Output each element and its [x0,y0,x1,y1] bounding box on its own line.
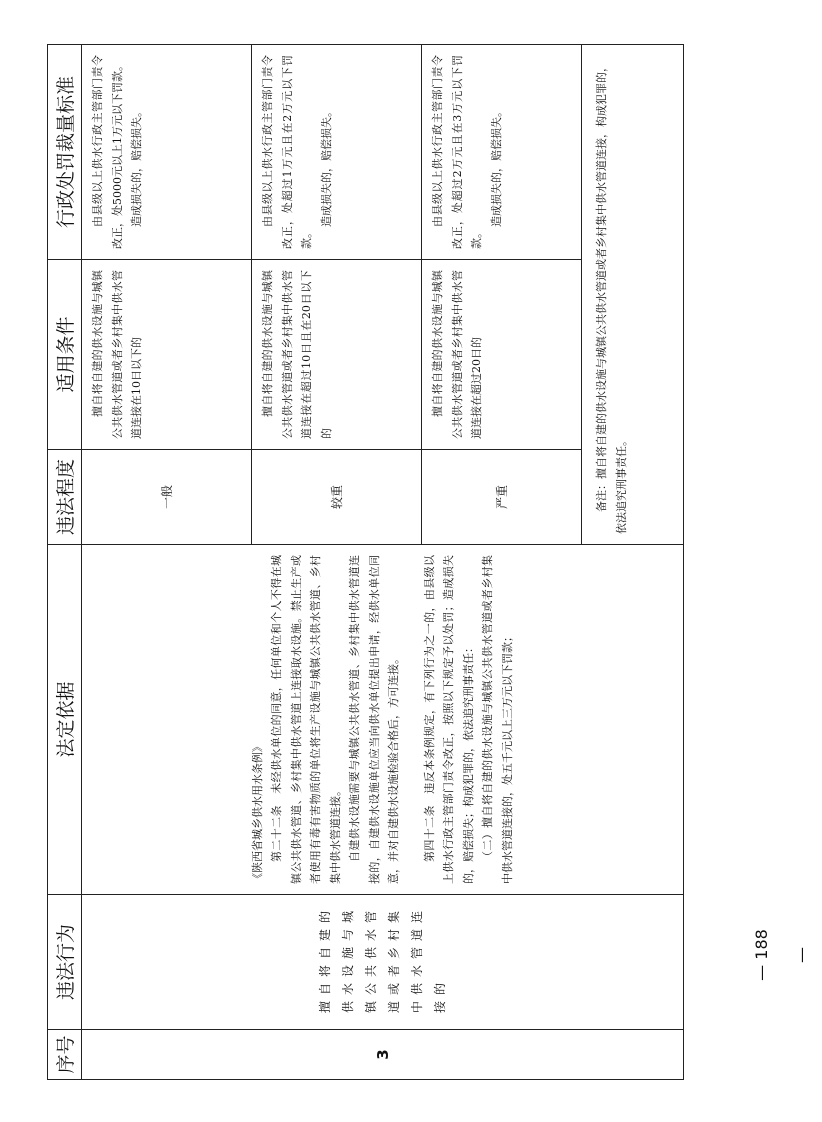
basis-title: 《陕西省城乡供水用水条例》 [250,741,264,884]
standard-text: 由县级以上供水行政主管部门责令改正，处超过2万元且在3万元以下罚款。 [431,55,483,249]
degree-serious: 较重 [252,450,422,545]
row-seq: 3 [82,1030,684,1080]
note-cell [582,45,684,545]
note-text: 备注：擅自将自建的供水设施与城镇公共供水管道或者乡村集中供水管道连接，构成犯罪的，依法追究刑事责任。 [595,61,628,534]
condition-severe [422,260,582,450]
header-act: 违法行为 [48,895,82,1030]
standard-serious [252,45,422,260]
standard-text: 由县级以上供水行政主管部门责令改正，处5000元以上1万元以下罚款。 [91,55,124,249]
condition-text: 擅自将自建的供水设施与城镇公共供水管道或者乡村集中供水管道连接在超过10日且在20日以下的 [261,270,333,439]
standard-text: 由县级以上供水行政主管部门责令改正，处超过1万元且在2万元以下罚款。 [261,55,313,249]
degree-severe: 严重 [422,450,582,545]
condition-general [82,260,252,450]
condition-text: 擅自将自建的供水设施与城镇公共供水管道或者乡村集中供水管道连接在10日以下的 [91,270,143,439]
basis-paragraph: （二）擅自将自建的供水设施与城镇公共供水管道或者乡村集中供水管道连接的，处五千元以上三万元以下罚款； [481,555,514,884]
standard-severe [422,45,582,260]
basis-paragraph: 自建供水设施需要与城镇公共供水管道、乡村集中供水管道连接的，自建供水设施单位应当向供水单位提出申请，经供水单位同意，并对自建供水设施检验合格后，方可连接。 [348,555,401,884]
header-row [48,45,82,1080]
header-condition: 适用条件 [48,260,82,450]
degree-general: 一般 [82,450,252,545]
standard-text: 造成损失的，赔偿损失。 [319,106,333,227]
header-degree: 违法程度 [48,450,82,545]
standard-text: 造成损失的，赔偿损失。 [489,106,503,227]
header-standard: 行政处罚裁量标准 [48,45,82,260]
row-act: 擅自将自建的供水设施与城镇公共供水管道或者乡村集中供水管道连接的 [82,895,684,1030]
header-seq: 序号 [48,1030,82,1080]
penalty-table [47,44,684,1080]
standard-text: 造成损失的，赔偿损失。 [130,106,143,227]
condition-text: 擅自将自建的供水设施与城镇公共供水管道或者乡村集中供水管道连接在超过20日的 [431,270,483,439]
page-number: — 188 — [752,929,811,981]
header-basis: 法定依据 [48,545,82,895]
row-basis [82,545,684,895]
condition-serious [252,260,422,450]
basis-paragraph: 第四十二条 违反本条例规定，有下列行为之一的，由县级以上供水行政主管部门责令改正，按照以下规定予以处罚；造成损失的，赔偿损失；构成犯罪的，依法追究刑事责任： [422,555,475,884]
standard-general [82,45,252,260]
penalty-table-sheet [47,45,684,1080]
table-row [82,45,252,1080]
basis-paragraph: 第二十二条 未经供水单位的同意，任何单位和个人不得在城镇公共供水管道、乡村集中供水管道上连接取水设施。禁止生产或者使用有毒有害物质的单位将生产设施与城镇公共供水管道、乡村集中供水管道连接。 [270,555,342,884]
